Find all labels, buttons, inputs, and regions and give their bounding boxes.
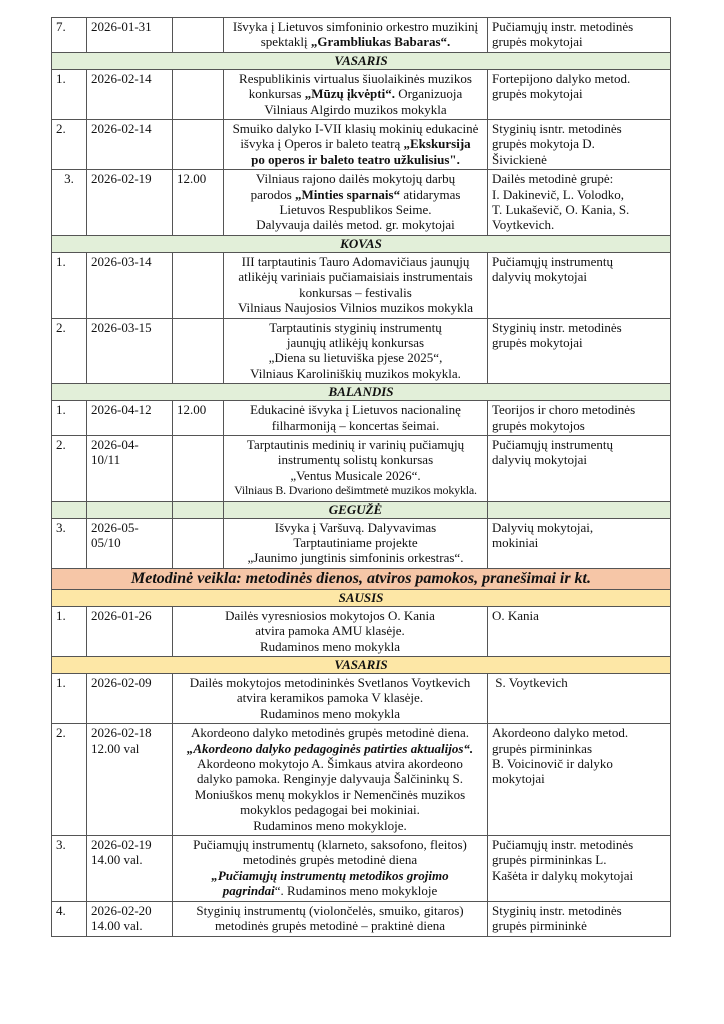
row-description: Pučiamųjų instrumentų (klarneto, saksofono, fleitos) metodinės grupės metodinė diena „Pučiamųjų instrumentų metodikos grojimo pagrindai“. Rudaminos meno mokykloje	[173, 836, 488, 902]
row-time	[173, 518, 224, 568]
row-time	[173, 318, 224, 384]
row-date: 2026-02-20 14.00 val.	[87, 901, 173, 936]
table-row	[52, 901, 671, 936]
row-number: 7.	[52, 18, 87, 53]
row-description: Respublikinis virtualus šiuolaikinės muzikos konkursas „Mūzų įkvėpti“. Organizuoja Vilniaus Algirdo muzikos mokykla	[224, 69, 488, 119]
row-number: 3.	[52, 518, 87, 568]
row-date: 2026-01-26	[87, 606, 173, 656]
row-description: Tarptautinis styginių instrumentų jaunųjų atlikėjų konkursas „Diena su lietuviška pjese 2025“, Vilniaus Karoliniškių muzikos mokykla.	[224, 318, 488, 384]
row-date: 2026-03-14	[87, 252, 173, 318]
row-date: 2026-05- 05/10	[87, 518, 173, 568]
row-number: 1.	[52, 674, 87, 724]
row-description: Smuiko dalyko I-VII klasių mokinių edukacinė išvyka į Operos ir baleto teatrą „Ekskursija po operos ir baleto teatro užkulisius".	[224, 120, 488, 170]
row-time	[173, 435, 224, 501]
row-date: 2026-02-19 14.00 val.	[87, 836, 173, 902]
row-time	[173, 252, 224, 318]
table-row	[52, 606, 671, 656]
month-header-vasaris-methodical: VASARIS	[52, 657, 671, 674]
table-row	[52, 318, 671, 384]
row-time: 12.00	[173, 401, 224, 436]
row-date: 2026-02-14	[87, 120, 173, 170]
row-date: 2026-02-14	[87, 69, 173, 119]
table-row	[52, 401, 671, 436]
row-responsible: Dailės metodinė grupė: I. Dakinevič, L. Volodko, T. Lukaševič, O. Kania, S. Voytkevich.	[488, 170, 671, 236]
row-number: 3.	[52, 836, 87, 902]
row-description: III tarptautinis Tauro Adomavičiaus jaunųjų atlikėjų variniais pučiamaisiais instrumentais konkursas – festivalis Vilniaus Naujosios Vilnios muzikos mokykla	[224, 252, 488, 318]
row-time	[173, 120, 224, 170]
table-row	[52, 170, 671, 236]
row-responsible: Pučiamųjų instr. metodinės grupės mokytojai	[488, 18, 671, 53]
row-number: 1.	[52, 606, 87, 656]
row-responsible: Teorijos ir choro metodinės grupės mokytojos	[488, 401, 671, 436]
table-row	[52, 69, 671, 119]
row-responsible: Akordeono dalyko metod. grupės pirmininkas B. Voicinovič ir dalyko mokytojai	[488, 724, 671, 836]
row-responsible: Fortepijono dalyko metod. grupės mokytojai	[488, 69, 671, 119]
row-description: Styginių instrumentų (violončelės, smuiko, gitaros) metodinės grupės metodinė – praktinė diena	[173, 901, 488, 936]
row-description: Akordeono dalyko metodinės grupės metodinė diena. „Akordeono dalyko pedagoginės patirties aktualijos“. Akordeono mokytojo A. Šimkaus atvira akordeono dalyko pamoka. Renginyje dalyvauja Šalčininkų S. Moniuškos menų mokyklos ir Nemenčinės muzikos mokyklos pedagogai bei mokiniai. Rudaminos meno mokykloje.	[173, 724, 488, 836]
row-number: 3.	[52, 170, 87, 236]
row-responsible: Pučiamųjų instr. metodinės grupės pirmininkas L. Kašėta ir dalykų mokytojai	[488, 836, 671, 902]
table-row	[52, 518, 671, 568]
row-number: 2.	[52, 120, 87, 170]
row-description: Išvyka į Varšuvą. Dalyvavimas Tarptautiniame projekte „Jaunimo jungtinis simfoninis orkestras“.	[224, 518, 488, 568]
table-row	[52, 18, 671, 53]
row-responsible: Styginių instr. metodinės grupės mokytojai	[488, 318, 671, 384]
row-number: 1.	[52, 401, 87, 436]
row-number: 4.	[52, 901, 87, 936]
row-time	[173, 18, 224, 53]
row-time	[173, 69, 224, 119]
row-description: Dailės vyresniosios mokytojos O. Kania atvira pamoka AMU klasėje. Rudaminos meno mokykla	[173, 606, 488, 656]
row-responsible: Pučiamųjų instrumentų dalyvių mokytojai	[488, 435, 671, 501]
row-responsible: Dalyvių mokytojai, mokiniai	[488, 518, 671, 568]
row-date: 2026-01-31	[87, 18, 173, 53]
row-description: Edukacinė išvyka į Lietuvos nacionalinę filharmoniją – koncertas šeimai.	[224, 401, 488, 436]
row-description: Dailės mokytojos metodininkės Svetlanos Voytkevich atvira keramikos pamoka V klasėje. Rudaminos meno mokykla	[173, 674, 488, 724]
month-header-geguze: GEGUŽĖ	[52, 501, 671, 518]
table-row	[52, 674, 671, 724]
month-header-balandis: BALANDIS	[52, 384, 671, 401]
table-row	[52, 836, 671, 902]
row-date: 2026-02-19	[87, 170, 173, 236]
row-date: 2026-02-18 12.00 val	[87, 724, 173, 836]
month-header-kovas: KOVAS	[52, 235, 671, 252]
row-description: Tarptautinis medinių ir varinių pučiamųjų instrumentų solistų konkursas „Ventus Musicale 2026“. Vilniaus B. Dvariono dešimtmetė muzikos mokykla.	[224, 435, 488, 501]
row-number: 1.	[52, 252, 87, 318]
month-header-vasaris: VASARIS	[52, 52, 671, 69]
row-number: 2.	[52, 435, 87, 501]
row-responsible: S. Voytkevich	[488, 674, 671, 724]
row-time: 12.00	[173, 170, 224, 236]
row-responsible: Pučiamųjų instrumentų dalyvių mokytojai	[488, 252, 671, 318]
table-row	[52, 724, 671, 836]
row-date: 2026-04-12	[87, 401, 173, 436]
row-responsible: O. Kania	[488, 606, 671, 656]
row-date: 2026-04- 10/11	[87, 435, 173, 501]
row-responsible: Styginių isntr. metodinės grupės mokytoja D. Šivickienė	[488, 120, 671, 170]
table-row	[52, 435, 671, 501]
row-description: Vilniaus rajono dailės mokytojų darbų parodos „Minties sparnais“ atidarymas Lietuvos Respublikos Seime. Dalyvauja dailės metod. gr. mokytojai	[224, 170, 488, 236]
row-date: 2026-03-15	[87, 318, 173, 384]
table-row	[52, 120, 671, 170]
row-number: 2.	[52, 318, 87, 384]
row-responsible: Styginių instr. metodinės grupės pirmininkė	[488, 901, 671, 936]
row-number: 1.	[52, 69, 87, 119]
section-header-methodical-activity: Metodinė veikla: metodinės dienos, atviros pamokos, pranešimai ir kt.	[52, 568, 671, 589]
row-description: Išvyka į Lietuvos simfoninio orkestro muzikinį spektaklį „Grambliukas Babaras“.	[224, 18, 488, 53]
month-header-sausis: SAUSIS	[52, 589, 671, 606]
row-date: 2026-02-09	[87, 674, 173, 724]
activity-plan-table	[51, 17, 671, 937]
row-number: 2.	[52, 724, 87, 836]
table-row	[52, 252, 671, 318]
